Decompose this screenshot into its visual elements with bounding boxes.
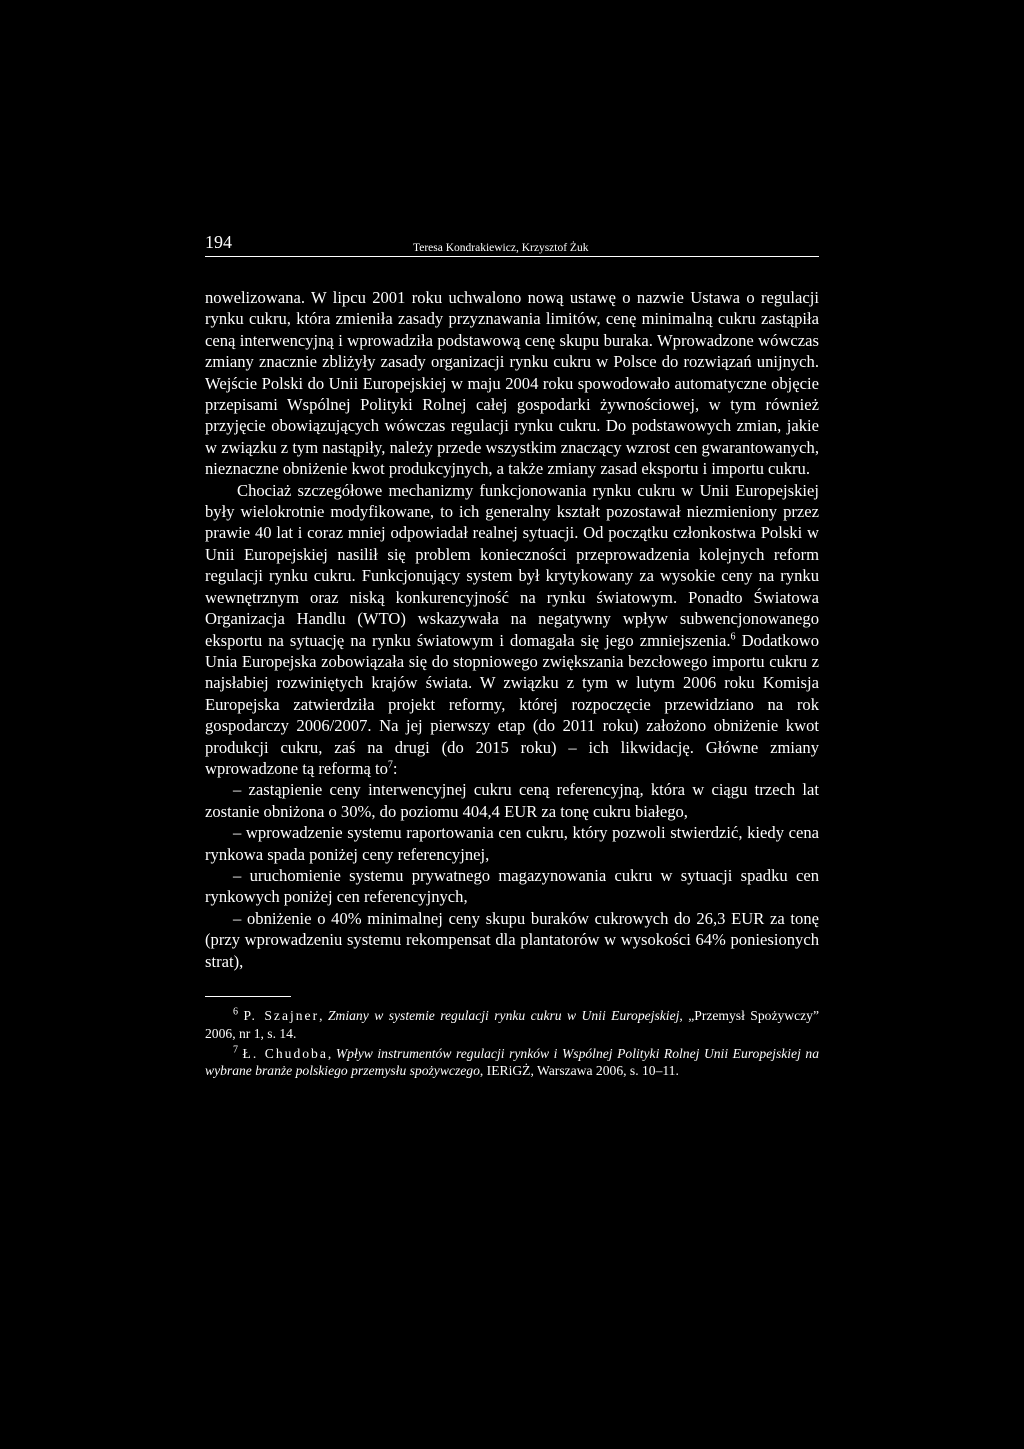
running-head: Teresa Kondrakiewicz, Krzysztof Żuk — [413, 242, 589, 254]
footnote-author: P. Szajner — [243, 1008, 320, 1023]
document-page — [205, 232, 819, 1082]
list-item: – zastąpienie ceny interwencyjnej cukru ceną referencyjną, która w ciągu trzech lat zostanie obniżona o 30%, do poziomu 404,4 EUR za tonę cukru białego, — [205, 780, 819, 821]
footnote-source: , „Przemysł Spożywczy” 2006, nr 1, s. 14. — [205, 1008, 820, 1041]
footnote-number: 7 — [233, 1044, 238, 1056]
list-item: – wprowadzenie systemu raportowania cen cukru, który pozwoli stwierdzić, kiedy cena rynkowa spada poniżej ceny referencyjnej, — [205, 823, 819, 864]
footnote-7: $^7$ Ł. Chudoba, Wpływ instrumentów regulacji rynków i Wspólnej Polityki Rolnej Unii Europejskiej na wybrane branże polskiego przemysłu spożywczego, IERiGŻ, Warszawa 2006, s. 10–11. — [205, 1044, 820, 1079]
page-header — [205, 232, 819, 257]
footnote-ref-6[interactable]: 6 — [730, 630, 736, 642]
footnotes — [205, 1007, 819, 1080]
footnote-divider — [205, 996, 291, 997]
list-item: – obniżenie o 40% minimalnej ceny skupu buraków cukrowych do 26,3 EUR za tonę (przy wprowadzeniu systemu rekompensat dla plantatorów w wysokości 64% poniesionych strat), — [205, 908, 819, 971]
footnote-author: Ł. Chudoba — [242, 1045, 328, 1061]
paragraph-2-colon: : — [392, 758, 398, 778]
footnote-title: Zmiany w systemie regulacji rynku cukru w Unii Europejskiej — [327, 1008, 680, 1023]
footnote-title: Wpływ instrumentów regulacji rynków i Wspólnej Polityki Rolnej Unii Europejskiej na wybrane branże polskiego przemysłu spożywczego — [205, 1045, 820, 1079]
paragraph-2-continuation: Dodatkowo Unia Europejska zobowiązała się do stopniowego zwiększania bezcłowego importu cukru z najsłabiej rozwiniętych krajów świata. W związku z tym w lutym 2006 roku Komisja Europejska zatwierdziła projekt reformy, której rozpoczęcie przewidziano na rok gospodarczy 2006/2007. Na jej pierwszy etap (do 2011 roku) założono obniżenie kwot produkcji cukru, zaś na drugi (do 2015 roku) – ich likwidację. Główne zmiany wprowadzone tą reformą to — [205, 630, 819, 778]
page-number: 194 — [205, 232, 232, 252]
footnote-ref-7[interactable]: 7 — [387, 759, 393, 771]
footnote-6: $^6$ P. Szajner, Zmiany w systemie regulacji rynku cukru w Unii Europejskiej, „Przemysł Spożywczy” 2006, nr 1, s. 14. — [205, 1006, 820, 1041]
footnote-number: 6 — [233, 1006, 238, 1018]
paragraph-2-text: Chociaż szczegółowe mechanizmy funkcjonowania rynku cukru w Unii Europejskiej były wielokrotnie modyfikowane, to ich generalny kształt pozostawał niezmieniony przez prawie 40 lat i coraz mniej odpowiadał realnej sytuacji. Od początku członkostwa Polski w Unii Europejskiej nasilił się problem konieczności przeprowadzenia kolejnych reform regulacji rynku cukru. Funkcjonujący system był krytykowany za wysokie ceny na rynku wewnętrznym oraz niską konkurencyjność na rynku światowym. Ponadto Światowa Organizacja Handlu (WTO) wskazywała na negatywny wpływ subwencjonowanego eksportu na sytuację na rynku światowym i domagała się jego zmniejszenia. — [205, 480, 819, 650]
paragraph-1: nowelizowana. W lipcu 2001 roku uchwalono nową ustawę o nazwie Ustawa o regulacji rynku cukru, która zmieniła zasady przyznawania limitów, cenę minimalną cukru zastąpiła ceną interwencyjną i wprowadziła podstawową cenę skupu buraka. Wprowadzone wówczas zmiany znacznie zbliżyły zasady organizacji rynku cukru w Polsce do rozwiązań unijnych. Wejście Polski do Unii Europejskiej w maju 2004 roku spowodowało automatyczne objęcie przepisami Wspólnej Polityki Rolnej całej gospodarki żywnościowej, w tym również przyjęcie obowiązujących wówczas regulacji rynku cukru. Do podstawowych zmian, jakie w związku z tym nastąpiły, należy przede wszystkim znaczący wzrost cen gwarantowanych, nieznaczne obniżenie kwot produkcyjnych, a także zmiany zasad eksportu i importu cukru. — [205, 288, 819, 479]
body-text — [205, 287, 819, 972]
footnote-source: , IERiGŻ, Warszawa 2006, s. 10–11. — [479, 1063, 679, 1079]
paragraph-2 — [205, 480, 819, 780]
list-item: – uruchomienie systemu prywatnego magazynowania cukru w sytuacji spadku cen rynkowych poniżej cen referencyjnych, — [205, 865, 819, 907]
